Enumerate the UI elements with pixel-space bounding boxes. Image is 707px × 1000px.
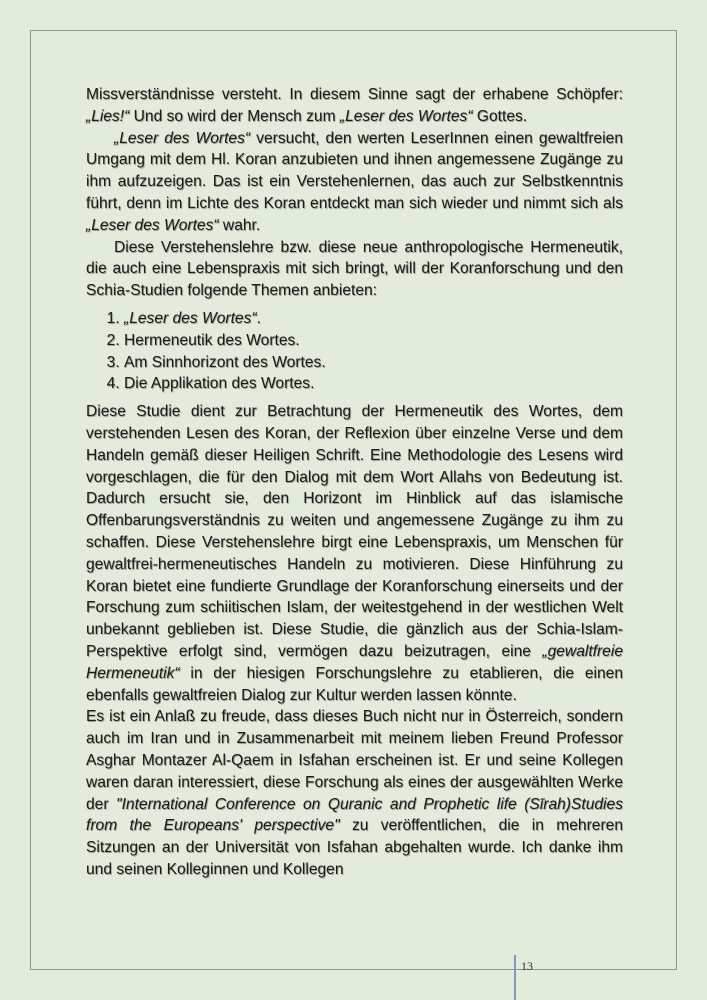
- italic-title: "International Conference on Quranic and Prophetic life (Sīrah)Studies from the Europeans' perspective": [86, 795, 623, 835]
- list-item: 2. Hermeneutik des Wortes.: [124, 330, 623, 352]
- paragraph-5: [86, 706, 623, 880]
- text-run: .: [256, 309, 261, 327]
- list-item: [124, 308, 623, 330]
- italic-quote: „Lies!“: [86, 107, 130, 125]
- paragraph-2: [86, 128, 623, 237]
- footer-rule: [514, 955, 516, 1000]
- page-number: 13: [521, 959, 533, 973]
- text-run: Und so wird der Mensch zum: [129, 107, 340, 125]
- text-run: wahr.: [218, 216, 261, 234]
- text-run: Missverständnisse versteht. In diesem Sinne sagt der erhabene Schöpfer:: [86, 86, 623, 103]
- italic-quote: „Leser des Wortes“: [124, 309, 257, 327]
- text-run: Es ist ein Anlaß zu freude, dass dieses Buch nicht nur in Österreich, sondern auch im Iran und in Zusammenarbeit mit meinem lieben Freund Professor Asghar Montazer Al-Qaem in Isfahan erscheinen ist. Er und seine Kollegen waren daran interessiert, diese Forschung als eines der ausgewählten Werke der: [86, 708, 623, 813]
- italic-quote: „Leser des Wortes“: [86, 216, 219, 234]
- text-run: zu veröffentlichen, die in mehreren Sitzungen an der Universität von Isfahan abgehalten wurde. Ich danke ihm und seinen Kolleginnen und Kollegen: [86, 817, 623, 878]
- italic-quote: „gewaltfreie Hermeneutik“: [86, 642, 623, 682]
- paragraph-1: [86, 84, 623, 128]
- italic-quote: „Leser des Wortes“: [114, 129, 251, 147]
- list-item: 4. Die Applikation des Wortes.: [124, 373, 623, 395]
- themes-list: [86, 308, 623, 395]
- list-item: 3. Am Sinnhorizont des Wortes.: [124, 352, 623, 374]
- paragraph-4: [86, 401, 623, 706]
- text-run: Diese Studie dient zur Betrachtung der Hermeneutik des Wortes, dem verstehenden Lesen des Koran, der Reflexion über einzelne Verse und dem Handeln gemäß dieser Heiligen Schrift. Eine Methodologie des Lesens wird vorgeschlagen, die für den Dialog mit dem Wort Allahs von Bedeutung ist. Dadurch ersucht sie, den Horizont im Hinblick auf das islamische Offenbarungsverständnis zu weiten und angemessene Zugänge zu ihm zu schaffen. Diese Verstehenslehre birgt eine Lebenspraxis, um Menschen für gewaltfrei-hermeneutisches Handeln zu motivieren. Diese Hinführung zu Koran bietet eine fundierte Grundlage der Koranforschung einerseits und der Forschung zum schiitischen Islam, der weitestgehend in der westlichen Welt unbekannt geblieben ist. Diese Studie, die gänzlich aus der Schia-Islam-Perspektive erfolgt sind, vermögen dazu beizutragen, eine: [86, 403, 623, 660]
- italic-quote: „Leser des Wortes“: [339, 107, 473, 125]
- text-run: versucht, den werten LeserInnen einen gewaltfreien Umgang mit dem Hl. Koran anzubieten und ihnen angemessene Zugänge zu ihm aufzuzeigen. Das ist ein Verstehenlernen, das auch zur Selbstkenntnis führt, denn im Lichte des Koran entdeckt man sich wieder und nimmt sich als: [86, 129, 623, 212]
- page-body: [86, 84, 623, 881]
- paragraph-3: Diese Verstehenslehre bzw. diese neue anthropologische Hermeneutik, die auch eine Lebenspraxis mit sich bringt, will der Koranforschung und den Schia-Studien folgende Themen anbieten:: [86, 238, 623, 300]
- text-run: in der hiesigen Forschungslehre zu etablieren, die einen ebenfalls gewaltfreien Dialog zur Kultur werden lassen könnte.: [86, 664, 623, 704]
- text-run: Gottes.: [472, 107, 528, 125]
